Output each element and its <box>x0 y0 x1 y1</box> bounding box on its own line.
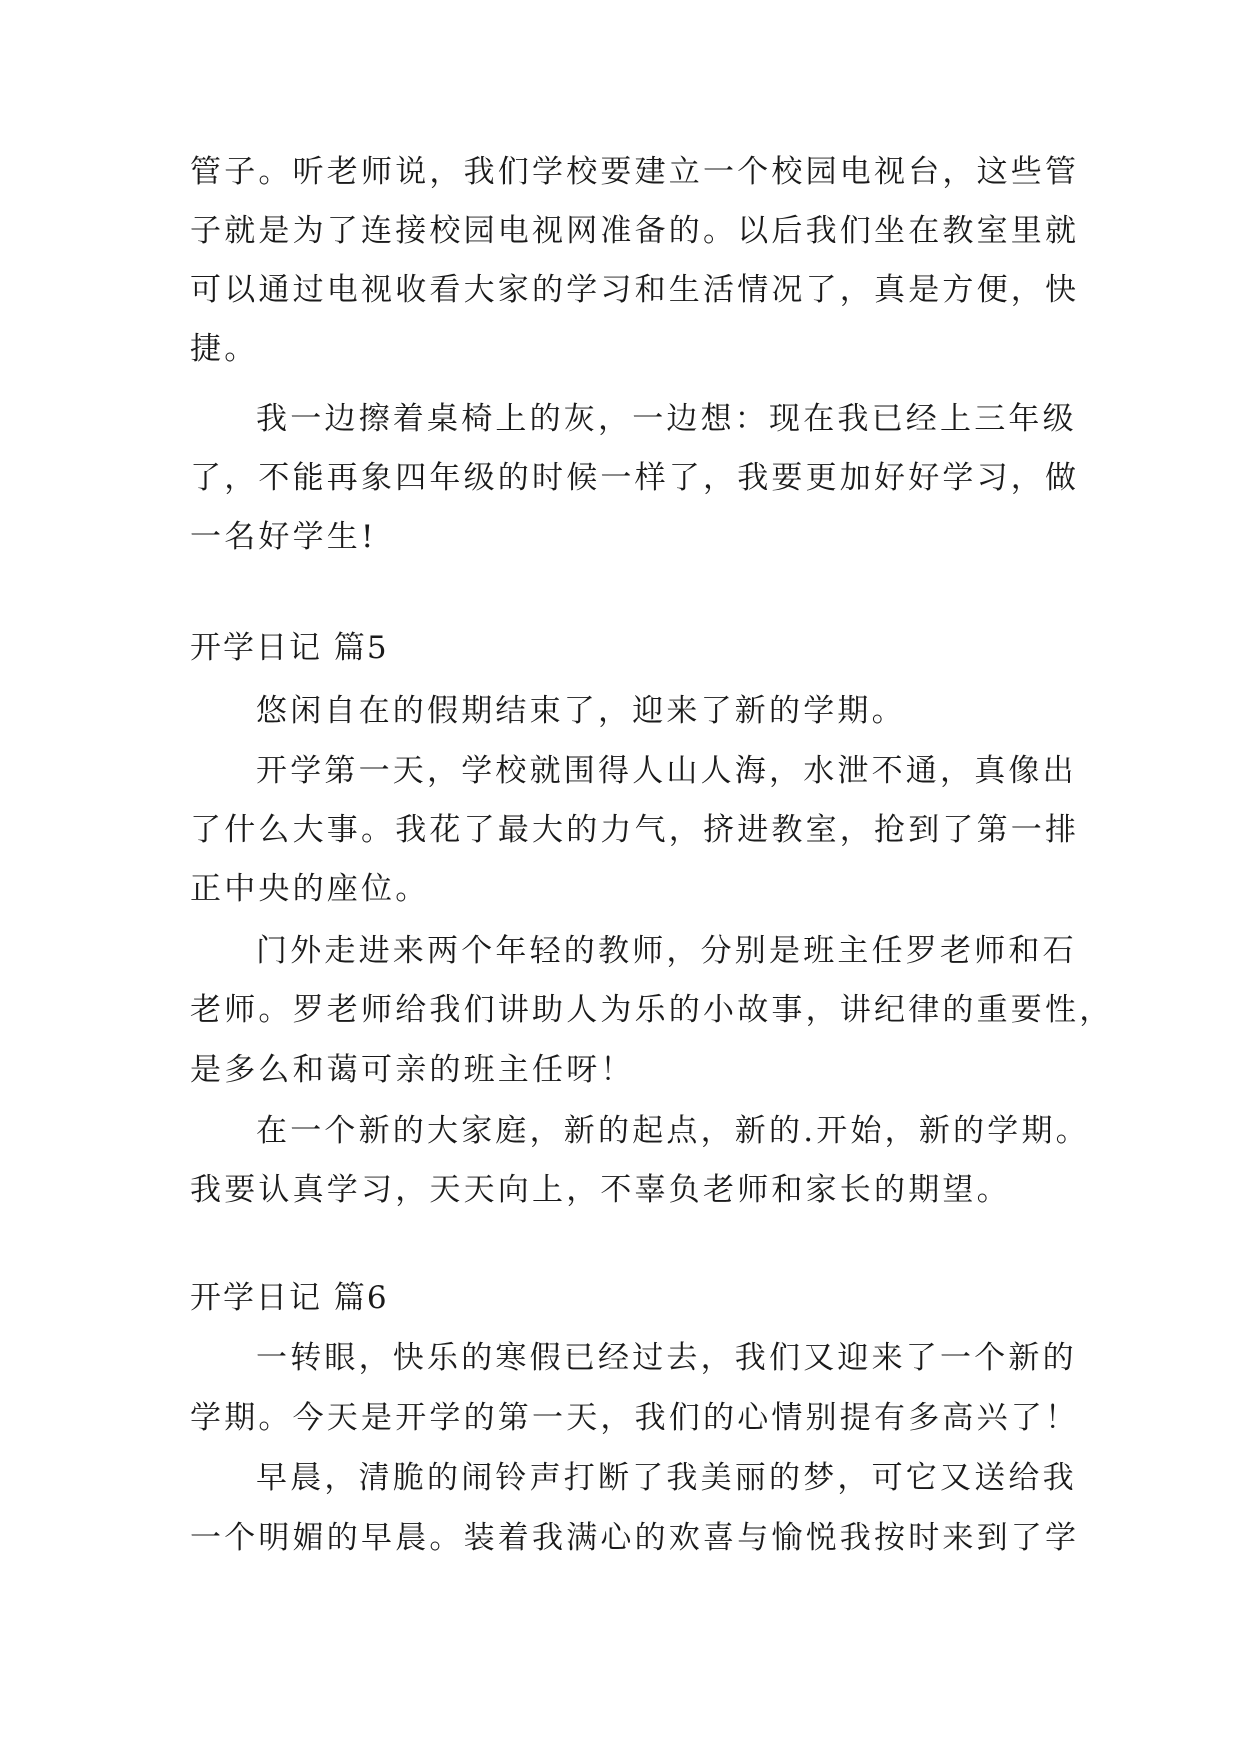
paragraph-line: 门外走进来两个年轻的教师，分别是班主任罗老师和石 <box>256 933 1077 969</box>
paragraph-line: 正中央的座位。 <box>190 871 430 907</box>
paragraph-line: 一转眼，快乐的寒假已经过去，我们又迎来了一个新的 <box>256 1340 1077 1376</box>
paragraph-line: 了，不能再象四年级的时候一样了，我要更加好好学习，做 <box>190 460 1080 496</box>
paragraph-line: 在一个新的大家庭，新的起点，新的.开始，新的学期。 <box>256 1113 1090 1149</box>
paragraph-line: 我一边擦着桌椅上的灰，一边想：现在我已经上三年级 <box>256 401 1077 437</box>
section-heading: 开学日记 篇5 <box>190 630 389 666</box>
paragraph-line: 开学第一天，学校就围得人山人海，水泄不通，真像出 <box>256 753 1077 789</box>
paragraph-line: 学期。今天是开学的第一天，我们的心情别提有多高兴了！ <box>190 1400 1080 1436</box>
paragraph-line: 可以通过电视收看大家的学习和生活情况了，真是方便，快 <box>190 272 1080 308</box>
paragraph-line: 了什么大事。我花了最大的力气，挤进教室，抢到了第一排 <box>190 812 1080 848</box>
paragraph-line: 早晨，清脆的闹铃声打断了我美丽的梦，可它又送给我 <box>256 1460 1077 1496</box>
paragraph-line: 是多么和蔼可亲的班主任呀！ <box>190 1052 635 1088</box>
paragraph-line: 一名好学生! <box>190 519 377 555</box>
paragraph-line: 一个明媚的早晨。装着我满心的欢喜与愉悦我按时来到了学 <box>190 1520 1080 1556</box>
paragraph-line: 捷。 <box>190 331 259 367</box>
section-heading: 开学日记 篇6 <box>190 1280 389 1316</box>
paragraph-line: 管子。听老师说，我们学校要建立一个校园电视台，这些管 <box>190 154 1080 190</box>
paragraph-line: 我要认真学习，天天向上，不辜负老师和家长的期望。 <box>190 1172 1011 1208</box>
paragraph-line: 老师。罗老师给我们讲助人为乐的小故事，讲纪律的重要性， <box>190 992 1114 1028</box>
paragraph-line: 悠闲自在的假期结束了，迎来了新的学期。 <box>256 693 906 729</box>
paragraph-line: 子就是为了连接校园电视网准备的。以后我们坐在教室里就 <box>190 213 1080 249</box>
